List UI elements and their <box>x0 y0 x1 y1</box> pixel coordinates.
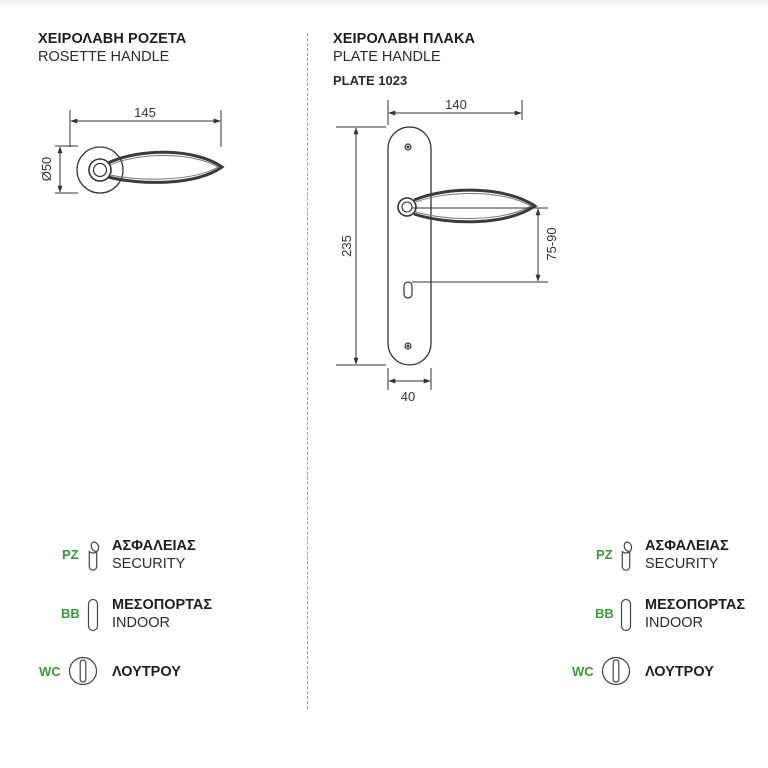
euro-cylinder-keyhole-icon <box>85 540 101 570</box>
lock-code-wc: WC <box>572 664 594 679</box>
lock-code-bb: BB <box>595 606 614 621</box>
euro-cylinder-keyhole-icon <box>618 540 634 570</box>
bit-key-slot-icon <box>87 598 99 632</box>
plate-model-code: PLATE 1023 <box>333 73 408 88</box>
rosette-title-greek: ΧΕΙΡΟΛΑΒΗ ΡΟΖΕΤΑ <box>38 31 187 47</box>
lock-code-pz: PZ <box>62 547 79 562</box>
lock-code-bb: BB <box>61 606 80 621</box>
plate-title-greek: ΧΕΙΡΟΛΑΒΗ ΠΛΑΚΑ <box>333 31 476 47</box>
lock-code-pz: PZ <box>596 547 613 562</box>
wc-turn-knob-icon <box>68 656 98 686</box>
plate-spacing-label: 75-90 <box>544 227 559 261</box>
lock-subtitle-indoor: INDOOR <box>645 615 703 631</box>
bit-key-slot-icon <box>620 598 632 632</box>
lock-title-indoor-gr: ΜΕΣΟΠΟΡΤΑΣ <box>645 597 746 613</box>
lock-title-wc-gr: ΛΟΥΤΡΟΥ <box>645 664 714 680</box>
plate-width-label: 40 <box>400 389 416 404</box>
rosette-title-english: ROSETTE HANDLE <box>38 49 170 65</box>
plate-handle-drawing <box>336 100 548 390</box>
plate-length-label: 140 <box>445 97 467 112</box>
rosette-length-label: 145 <box>134 105 156 120</box>
lock-code-wc: WC <box>39 664 61 679</box>
rosette-diameter-label: Ø50 <box>39 156 54 182</box>
lock-subtitle-security: SECURITY <box>112 556 186 572</box>
lock-title-security-gr: ΑΣΦΑΛΕΙΑΣ <box>645 538 729 554</box>
plate-title-english: PLATE HANDLE <box>333 49 441 65</box>
wc-turn-knob-icon <box>601 656 631 686</box>
lock-title-security-gr: ΑΣΦΑΛΕΙΑΣ <box>112 538 196 554</box>
rosette-handle-drawing <box>55 110 222 193</box>
lock-subtitle-security: SECURITY <box>645 556 719 572</box>
lock-title-wc-gr: ΛΟΥΤΡΟΥ <box>112 664 181 680</box>
lock-title-indoor-gr: ΜΕΣΟΠΟΡΤΑΣ <box>112 597 213 613</box>
lock-subtitle-indoor: INDOOR <box>112 615 170 631</box>
plate-height-label: 235 <box>339 235 354 257</box>
